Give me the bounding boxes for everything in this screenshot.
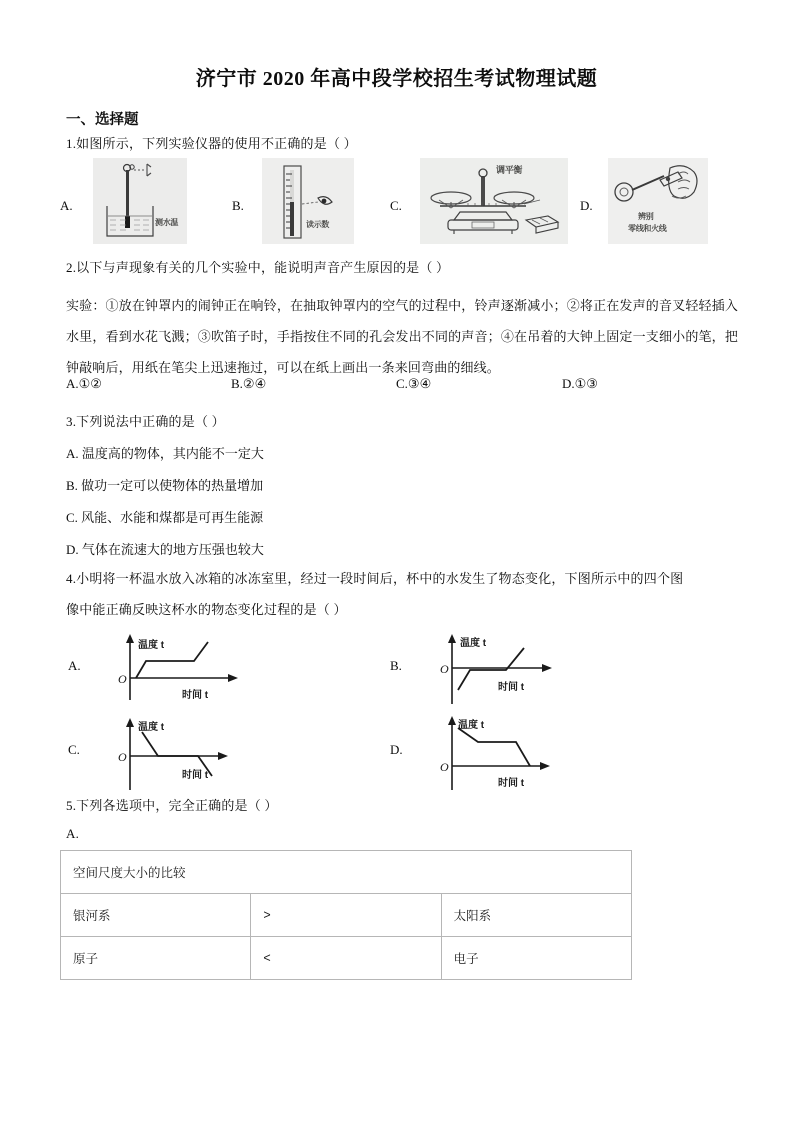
table-cell-symbol-1: > (251, 894, 441, 937)
question-4-graph-c (90, 712, 320, 794)
question-4-option-d-label: D. (390, 742, 403, 757)
question-3-option-a-label: A. (66, 446, 79, 461)
table-cell-left-2: 原子 (61, 937, 251, 980)
question-4-graph-d (412, 712, 642, 794)
question-2-option-b-text: ②④ (242, 376, 267, 391)
question-3-option-d-text: 气体在流速大的地方压强也较大 (81, 542, 264, 557)
question-2-option-c[interactable] (396, 376, 431, 392)
question-1-option-d[interactable] (580, 158, 740, 250)
svg-text:时间 t: 时间 t (498, 778, 525, 789)
question-4-option-a-label: A. (68, 658, 81, 673)
question-1-option-a-caption: 测水温 (155, 218, 179, 227)
question-4-option-b[interactable] (388, 628, 688, 708)
svg-text:O: O (118, 672, 127, 686)
question-2-option-d-text: ①③ (574, 376, 598, 391)
svg-text:温度 t: 温度 t (460, 638, 487, 649)
svg-text:温度 t: 温度 t (138, 722, 165, 733)
question-3-option-b-text: 做功一定可以使物体的热量增加 (81, 478, 264, 493)
table-row (61, 894, 632, 937)
question-2-option-d[interactable] (562, 376, 598, 392)
svg-text:温度 t: 温度 t (458, 720, 485, 731)
test-pencil-hand-icon (608, 158, 708, 244)
table-cell-left-1: 银河系 (61, 894, 251, 937)
question-1-option-c-label: C. (390, 198, 402, 213)
question-4-option-b-label: B. (390, 658, 402, 673)
balance-scale-icon (420, 158, 568, 244)
question-3-stem: 3.下列说法中正确的是（ ） (66, 414, 225, 429)
table-cell-right-1: 太阳系 (441, 894, 631, 937)
question-4-option-c-label: C. (68, 742, 80, 757)
section-heading: 一、选择题 (66, 112, 139, 128)
question-2-option-a[interactable] (66, 376, 102, 392)
svg-text:时间 t: 时间 t (498, 682, 525, 693)
table-cell-symbol-2: < (251, 937, 441, 980)
table-cell-right-2: 电子 (441, 937, 631, 980)
svg-text:O: O (118, 750, 127, 764)
question-3-option-d-label: D. (66, 542, 79, 557)
question-2-body: 实验：①放在钟罩内的闹钟正在响铃，在抽取钟罩内的空气的过程中，铃声逐渐减小；②将正在发声的音叉轻轻插入水里，看到水花飞溅；③吹笛子时，手指按住不同的孔会发出不同的声音；④在吊着的大钟上固定一支细小的笔，把钟敲响后，用纸在笔尖上迅速拖过，可以在纸上画出一条来回弯曲的细线。 (66, 298, 738, 375)
question-3-option-c[interactable] (66, 508, 263, 527)
question-4-graph-b (412, 628, 642, 708)
question-5-stem: 5.下列各选项中，完全正确的是（ ） (66, 798, 278, 813)
question-5-option-a-label: A. (66, 826, 80, 841)
svg-text:温度 t: 温度 t (138, 640, 165, 651)
question-3-option-b-label: B. (66, 478, 78, 493)
table-row (61, 937, 632, 980)
question-2-option-b[interactable] (231, 376, 266, 392)
svg-text:O: O (440, 662, 449, 676)
question-1-option-a[interactable] (60, 158, 210, 250)
question-3-option-d[interactable] (66, 540, 264, 559)
question-1-option-b[interactable] (232, 158, 382, 250)
question-2-option-a-label: A. (66, 376, 79, 391)
question-3-option-c-label: C. (66, 510, 78, 525)
svg-text:时间 t: 时间 t (182, 690, 209, 701)
question-2-option-c-label: C. (396, 376, 408, 391)
question-1-figure-row (60, 158, 740, 250)
question-4-option-d[interactable] (388, 712, 688, 792)
question-1-option-d-caption-line2: 零线和火线 (628, 224, 667, 233)
page-title: 济宁市 2020 年高中段学校招生考试物理试题 (195, 68, 598, 90)
question-3-option-c-text: 风能、水能和煤都是可再生能源 (81, 510, 264, 525)
question-4-option-a[interactable] (66, 628, 366, 708)
question-4-graph-a (90, 628, 320, 708)
question-1-option-b-label: B. (232, 198, 244, 213)
question-4-option-c[interactable] (66, 712, 366, 792)
question-5-comparison-table (60, 850, 632, 980)
svg-text:O: O (440, 760, 449, 774)
table-header-cell: 空间尺度大小的比较 (61, 851, 632, 894)
question-1-stem: 1.如图所示，下列实验仪器的使用不正确的是（ ） (66, 136, 357, 151)
question-2-option-c-text: ③④ (407, 376, 432, 391)
question-3-option-a[interactable] (66, 444, 264, 463)
question-2-option-a-text: ①② (78, 376, 102, 391)
question-3-option-b[interactable] (66, 476, 263, 495)
question-4-stem-line1: 4.小明将一杯温水放入冰箱的冰冻室里，经过一段时间后，杯中的水发生了物态变化，下图所示中的四个图 (66, 571, 684, 586)
question-4-stem-line2: 像中能正确反映这杯水的物态变化过程的是（ ） (66, 602, 347, 617)
table-row-header (61, 851, 632, 894)
question-1-option-a-label: A. (60, 198, 73, 213)
svg-text:时间 t: 时间 t (182, 770, 209, 781)
question-2-option-b-label: B. (231, 376, 243, 391)
question-2-option-d-label: D. (562, 376, 575, 391)
thermometer-in-beaker-icon (93, 158, 187, 244)
question-3-option-a-text: 温度高的物体，其内能不一定大 (81, 446, 264, 461)
thermometer-scale-reading-icon (262, 158, 354, 244)
question-1-option-c[interactable] (390, 158, 575, 250)
question-2-stem: 2.以下与声现象有关的几个实验中，能说明声音产生原因的是（ ） (66, 260, 450, 275)
question-1-option-b-caption: 读示数 (306, 220, 330, 229)
question-1-option-d-label: D. (580, 198, 593, 213)
question-1-option-c-caption: 调平衡 (496, 165, 523, 175)
question-1-option-d-caption-line1: 辨别 (638, 212, 654, 221)
